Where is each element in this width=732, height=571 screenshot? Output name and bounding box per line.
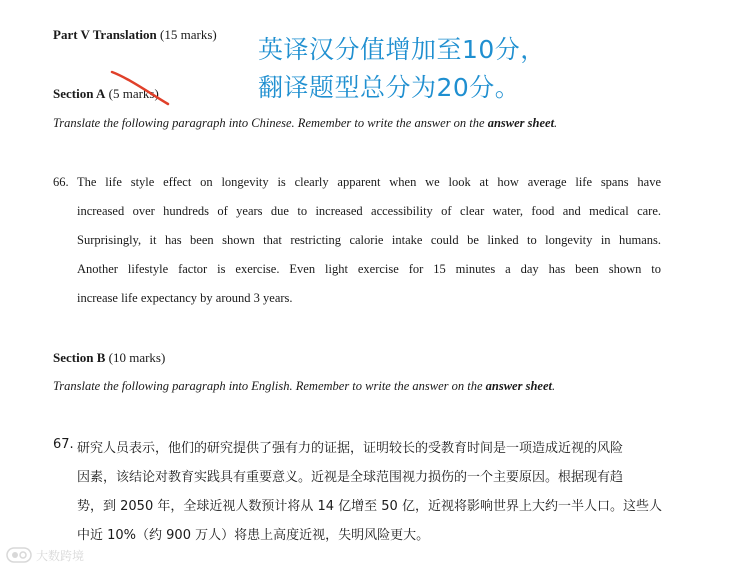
- section-b-instruction: [53, 379, 555, 394]
- q66-line-2: increased over hundreds of years due to increased accessibility of clear water, food and medical care.: [77, 204, 661, 218]
- q67-number: 67.: [53, 437, 74, 452]
- q67-line-4: 中近 10%（约 900 万人）将患上高度近视，失明风险更大。: [77, 528, 430, 543]
- q67-line-2: 因素，该结论对教育实践具有重要意义。近视是全球范围视力损伤的一个主要原因。根据现有趋: [77, 470, 624, 485]
- q66-number: 66.: [53, 175, 69, 189]
- section-b-heading: [53, 350, 165, 366]
- q66-line-5: increase life expectancy by around 3 years.: [77, 291, 293, 305]
- section-b-answer-sheet: answer sheet: [485, 379, 552, 393]
- annotation-line-1: 英译汉分值增加至10分，: [258, 35, 546, 64]
- section-b-title: Section B: [53, 350, 106, 365]
- annotation-line-2: 翻译题型总分为20分。: [258, 73, 521, 102]
- section-a-answer-sheet: answer sheet: [487, 116, 555, 130]
- part-v-heading: [53, 27, 217, 43]
- red-strikethrough-mark: [108, 68, 172, 108]
- section-a-instruction: [53, 116, 557, 131]
- watermark-logo-icon: [6, 546, 32, 564]
- part-v-marks: (15 marks): [160, 27, 217, 42]
- q67-line-3: 势，到 2050 年，全球近视人数预计将从 14 亿增至 50 亿，近视将影响世界上大约一半人口。这些人: [77, 499, 662, 514]
- q66-line-1: The life style effect on longevity is clearly apparent when we look at how average life spans have: [77, 175, 661, 189]
- section-a-instruction-text: Translate the following paragraph into Chinese. Remember to write the answer on the: [53, 116, 485, 130]
- section-b-marks: (10 marks): [108, 350, 166, 365]
- watermark-text: 大数跨境: [36, 548, 85, 563]
- part-v-title: Part V Translation: [53, 27, 157, 42]
- q66-line-4: Another lifestyle factor is exercise. Even light exercise for 15 minutes a day has been shown to: [77, 262, 661, 276]
- q66-line-3: Surprisingly, it has been shown that restricting calorie intake could be linked to longevity in humans.: [77, 233, 661, 247]
- section-b-instruction-period: .: [551, 379, 556, 393]
- section-a-instruction-period: .: [554, 116, 558, 130]
- section-b-instruction-text: Translate the following paragraph into English. Remember to write the answer on the: [53, 379, 483, 393]
- section-a-marks: (5 marks): [108, 86, 159, 101]
- watermark: [6, 546, 84, 564]
- q67-line-1: 研究人员表示，他们的研究提供了强有力的证据，证明较长的受教育时间是一项造成近视的风险: [77, 441, 624, 456]
- section-a-title: Section A: [53, 86, 106, 101]
